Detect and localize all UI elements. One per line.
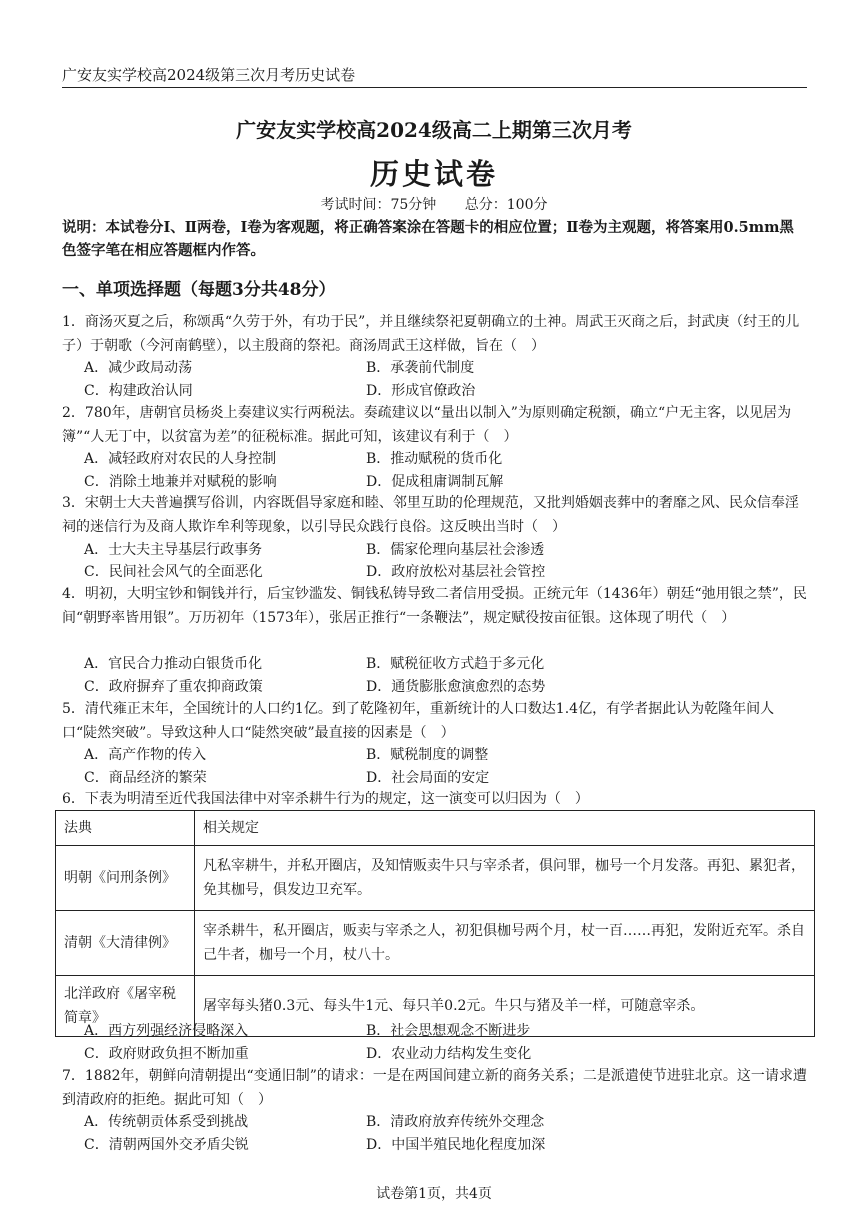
table-header-cell: 相关规定: [195, 811, 815, 846]
table-cell-rule: 凡私宰耕牛，并私开圈店，及知情贩卖牛只与宰杀者，俱问罪，枷号一个月发落。再犯、累犯者，免其枷号，俱发边卫充军。: [195, 846, 815, 911]
option-d: D．社会局面的安定: [366, 770, 490, 786]
exam-title: 广安友实学校高2024级高二上期第三次月考: [236, 118, 632, 142]
exam-instructions: 说明：本试卷分Ⅰ、Ⅱ两卷，Ⅰ卷为客观题，将正确答案涂在答题卡的相应位置；Ⅱ卷为主观题，将答案用0.5mm黑色签字笔在相应答题框内作答。: [62, 219, 794, 259]
table-cell-code: 清朝《大清律例》: [56, 911, 195, 976]
option-b: B．儒家伦理向基层社会渗透: [366, 542, 545, 558]
table-header-row: [56, 811, 815, 846]
option-c: C．消除土地兼并对赋税的影响: [84, 474, 277, 490]
option-a: A．减少政局动荡: [84, 360, 193, 376]
question-stem: 2．780年，唐朝官员杨炎上奏建议实行两税法。奏疏建议以“量出以制入”为原则确定税额，确立“户无主客，以见居为簿”“人无丁中，以贫富为差”的征税标准。据此可知，该建议有利于（ ）: [62, 405, 792, 445]
table-row: [56, 911, 815, 976]
question-stem: 3．宋朝士大夫普遍撰写俗训，内容既倡导家庭和睦、邻里互助的伦理规范，又批判婚姻丧葬中的奢靡之风、民众信奉淫祠的迷信行为及商人欺诈牟利等现象，以引导民众践行良俗。这反映出当时（ ）: [62, 495, 799, 535]
option-b: B．赋税制度的调整: [366, 747, 489, 763]
option-d: D．通货膨胀愈演愈烈的态势: [366, 679, 546, 695]
law-table: [55, 810, 815, 1037]
exam-total-score: 总分：100分: [464, 197, 548, 213]
table-cell-code: 明朝《问刑条例》: [56, 846, 195, 911]
table-cell-rule: 屠宰每头猪0.3元、每头牛1元、每只羊0.2元。牛只与猪及羊一样，可随意宰杀。: [195, 976, 815, 1037]
option-c: C．政府摒弃了重农抑商政策: [84, 679, 263, 695]
option-b: B．社会思想观念不断进步: [366, 1023, 531, 1039]
exam-meta: [0, 194, 868, 214]
question-stem: 1．商汤灭夏之后，称颂禹“久劳于外，有功于民”，并且继续祭祀夏朝确立的土神。周武王灭商之后，封武庚（纣王的儿子）于朝歌（今河南鹤壁），以主殷商的祭祀。商汤周武王这样做，旨在（ ）: [62, 314, 800, 354]
option-a: A．减轻政府对农民的人身控制: [84, 451, 277, 467]
option-b: B．推动赋税的货币化: [366, 451, 503, 467]
question-stem: 5．清代雍正末年，全国统计的人口约1亿。到了乾隆初年，重新统计的人口数达1.4亿，有学者据此认为乾隆年间人口“陡然突破”。导致这种人口“陡然突破”最直接的因素是（ ）: [62, 701, 775, 741]
question-stem: 7．1882年，朝鲜向清朝提出“变通旧制”的请求：一是在两国间建立新的商务关系；二是派遣使节进驻北京。这一请求遭到清政府的拒绝。据此可知（ ）: [62, 1068, 807, 1108]
option-c: C．商品经济的繁荣: [84, 770, 207, 786]
exam-time: 考试时间：75分钟: [320, 197, 437, 213]
option-c: C．政府财政负担不断加重: [84, 1046, 249, 1062]
table-header-cell: 法典: [56, 811, 195, 846]
option-a: A．官民合力推动白银货币化: [84, 656, 263, 672]
option-d: D．促成租庸调制瓦解: [366, 474, 504, 490]
option-d: D．农业动力结构发生变化: [366, 1046, 532, 1062]
option-a: A．高产作物的传入: [84, 747, 207, 763]
table-row: [56, 846, 815, 911]
option-a: A．西方列强经济侵略深入: [84, 1023, 249, 1039]
running-header: 广安友实学校高2024级第三次月考历史试卷: [62, 64, 807, 88]
option-c: C．构建政治认同: [84, 383, 193, 399]
section-title: 一、单项选择题（每题3分共48分）: [62, 280, 336, 300]
question-stem: 6．下表为明清至近代我国法律中对宰杀耕牛行为的规定，这一演变可以归因为（ ）: [62, 791, 589, 807]
option-a: A．士大夫主导基层行政事务: [84, 542, 263, 558]
option-d: D．形成官僚政治: [366, 383, 476, 399]
option-c: C．民间社会风气的全面恶化: [84, 564, 263, 580]
page-footer: 试卷第1页，共4页: [376, 1186, 492, 1202]
option-b: B．承袭前代制度: [366, 360, 475, 376]
option-c: C．清朝两国外交矛盾尖锐: [84, 1137, 249, 1153]
option-d: D．政府放松对基层社会管控: [366, 564, 546, 580]
question-stem: 4．明初，大明宝钞和铜钱并行，后宝钞滥发、铜钱私铸导致二者信用受损。正统元年（1436年）朝廷“弛用银之禁”，民间“朝野率皆用银”。万历初年（1573年），张居正推行“一条鞭法”，规定赋役按亩征银。这体现了明代（ ）: [62, 586, 807, 626]
table-cell-rule: 宰杀耕牛，私开圈店，贩卖与宰杀之人，初犯俱枷号两个月，杖一百……再犯，发附近充军。杀自己牛者，枷号一个月，杖八十。: [195, 911, 815, 976]
option-b: B．赋税征收方式趋于多元化: [366, 656, 545, 672]
option-d: D．中国半殖民地化程度加深: [366, 1137, 546, 1153]
option-a: A．传统朝贡体系受到挑战: [84, 1114, 249, 1130]
subject-title: 历史试卷: [369, 157, 498, 191]
table-cell-code: 北洋政府《屠宰税简章》: [56, 976, 195, 1037]
option-b: B．清政府放弃传统外交理念: [366, 1114, 545, 1130]
